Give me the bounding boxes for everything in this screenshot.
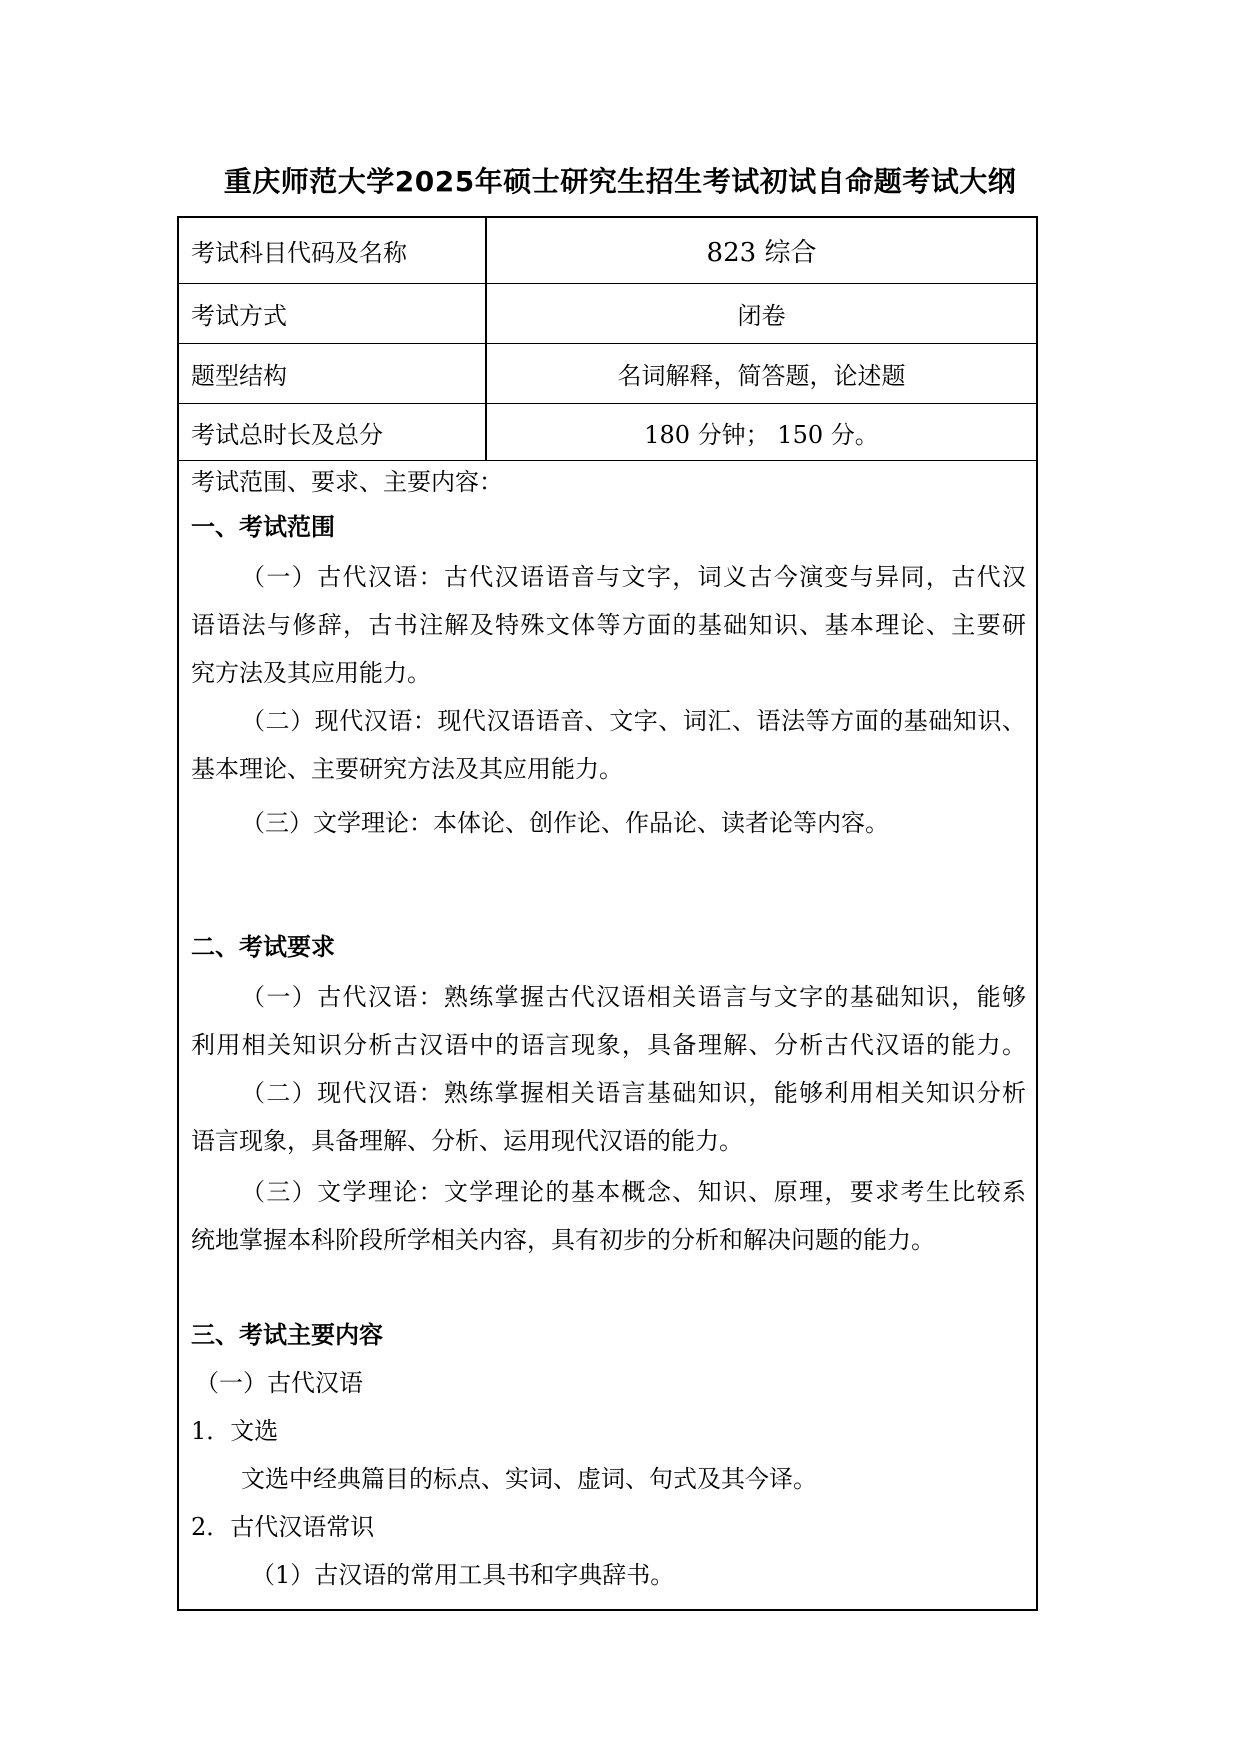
row-exam-mode [179,284,1036,344]
section2-heading: 二、考试要求 [191,933,335,961]
section3-item2: 2．古代汉语常识 [191,1513,375,1541]
section1-p3-line1: （三）文学理论：本体论、创作论、作品论、读者论等内容。 [241,809,889,837]
section1-p2-line1: （二）现代汉语：现代汉语语音、文字、词汇、语法等方面的基础知识、 [241,707,1026,735]
value-exam-mode: 闭卷 [737,302,786,330]
page-title: 重庆师范大学2025年硕士研究生招生考试初试自命题考试大纲 [223,165,1017,198]
label-duration-score: 考试总时长及总分 [191,420,383,449]
label-question-types: 题型结构 [191,362,287,390]
content-intro: 考试范围、要求、主要内容： [191,468,503,496]
section2-p2-line2: 语言现象，具备理解、分析、运用现代汉语的能力。 [191,1127,743,1155]
section2-p2-line1: （二）现代汉语：熟练掌握相关语言基础知识，能够利用相关知识分析 [241,1079,1026,1107]
section3-heading: 三、考试主要内容 [191,1321,383,1349]
label-exam-mode: 考试方式 [191,302,287,330]
section1-heading: 一、考试范围 [191,513,335,541]
syllabus-table [177,216,1038,1611]
value-subject: 823 综合 [706,238,817,268]
section2-p3-line2: 统地掌握本科阶段所学相关内容，具有初步的分析和解决问题的能力。 [191,1226,935,1254]
section1-p1-line2: 语语法与修辞，古书注解及特殊文体等方面的基础知识、基本理论、主要研 [191,611,1026,639]
section1-p2-line2: 基本理论、主要研究方法及其应用能力。 [191,755,623,783]
section2-p3-line1: （三）文学理论：文学理论的基本概念、知识、原理，要求考生比较系 [241,1178,1026,1206]
value-question-types: 名词解释，简答题，论述题 [617,362,906,390]
section3-item2-sub1: （1）古汉语的常用工具书和字典辞书。 [251,1561,675,1589]
row-subject [179,218,1036,284]
section1-p1-line1: （一）古代汉语：古代汉语语音与文字，词义古今演变与异同，古代汉 [241,563,1026,591]
section2-p1-line2: 利用相关知识分析古汉语中的语言现象，具备理解、分析古代汉语的能力。 [191,1031,1026,1059]
label-subject: 考试科目代码及名称 [191,239,407,267]
section1-p1-line3: 究方法及其应用能力。 [191,659,431,687]
value-duration-score: 180 分钟； 150 分。 [644,420,879,449]
section3-item1-text: 文选中经典篇目的标点、实词、虚词、句式及其今译。 [241,1465,817,1493]
section2-p1-line1: （一）古代汉语：熟练掌握古代汉语相关语言与文字的基础知识，能够 [241,983,1026,1011]
section3-item1: 1．文选 [191,1417,279,1445]
row-question-types [179,344,1036,404]
row-duration-score [179,404,1036,461]
section3-sub1: （一）古代汉语 [195,1369,363,1397]
